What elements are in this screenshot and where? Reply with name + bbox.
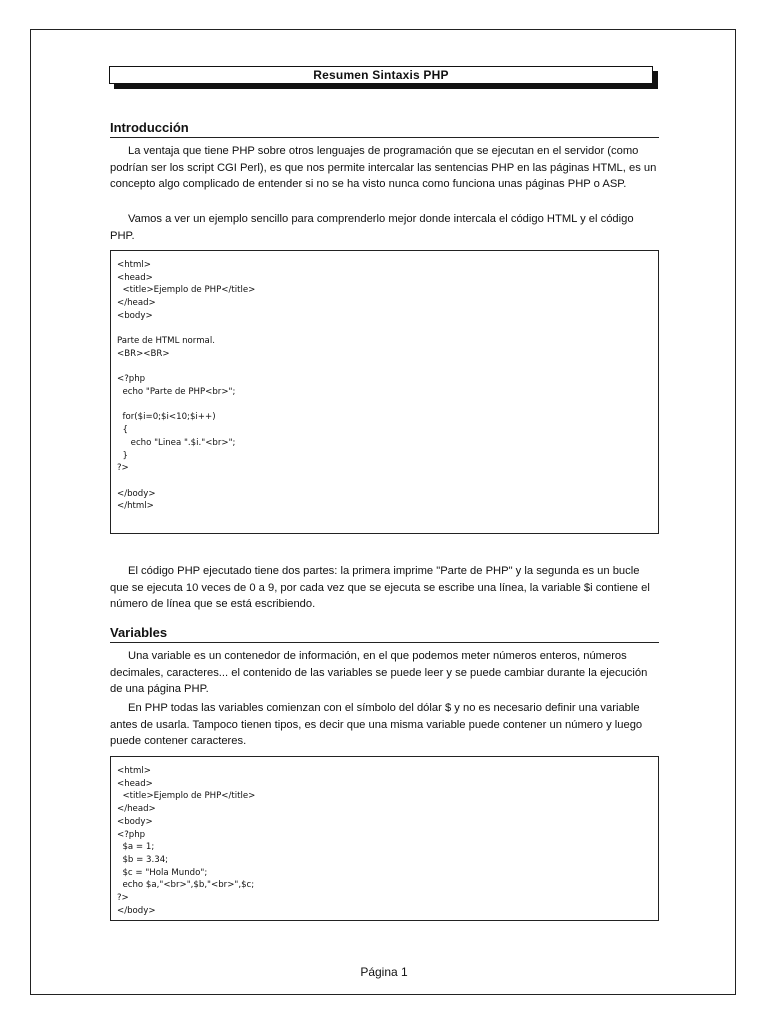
code-example-1 bbox=[110, 250, 659, 534]
code-example-2 bbox=[110, 756, 659, 921]
intro-heading: Introducción bbox=[110, 120, 659, 138]
variables-heading: Variables bbox=[110, 625, 659, 643]
page-number: Página 1 bbox=[360, 965, 408, 979]
intro-explanation: El código PHP ejecutado tiene dos partes: la primera imprime "Parte de PHP" y la segunda es un bucle que se ejecuta 10 veces de 0 a 9, por cada vez que se ejecuta se escribe una línea, la variable $i contiene el número de línea que se está escribiendo. bbox=[110, 565, 650, 610]
code-example-2-text: <html> <head> <title>Ejemplo de PHP</title> </head> <body> <?php $a = 1; $b = 3.34; $c = "Hola Mundo"; echo $a,"<br>",$b,"<br>",$c; ?> </body> bbox=[117, 766, 256, 916]
intro-paragraph-1: La ventaja que tiene PHP sobre otros lenguajes de programación que se ejecutan en el servidor (como podrían ser los script CGI Perl), es que nos permite intercalar las sentencias PHP en las páginas HTML, es un concepto algo complicado de entender si no se ha visto nunca como funciona unas páginas PHP o ASP. bbox=[110, 145, 657, 190]
intro-paragraph-2: Vamos a ver un ejemplo sencillo para comprenderlo mejor donde intercala el código HTML y el código PHP. bbox=[110, 213, 634, 242]
variables-paragraph-2: En PHP todas las variables comienzan con el símbolo del dólar $ y no es necesario definir una variable antes de usarla. Tampoco tienen tipos, es decir que una misma variable puede contener un número y luego puede contener caracteres. bbox=[110, 702, 643, 747]
document-title-banner: Resumen Sintaxis PHP bbox=[109, 66, 653, 84]
code-example-1-text: <html> <head> <title>Ejemplo de PHP</title> </head> <body> Parte de HTML normal. <BR><BR> <?php echo "Parte de PHP<br>"; for($i=0;$i<10;$i++) { echo "Linea ".$i."<br>"; } ?> </body> </html> bbox=[117, 260, 256, 512]
variables-paragraph-1: Una variable es un contenedor de información, en el que podemos meter números enteros, números decimales, caracteres... el contenido de las variables se puede leer y se puede cambiar durante la ejecución de una página PHP. bbox=[110, 650, 648, 695]
